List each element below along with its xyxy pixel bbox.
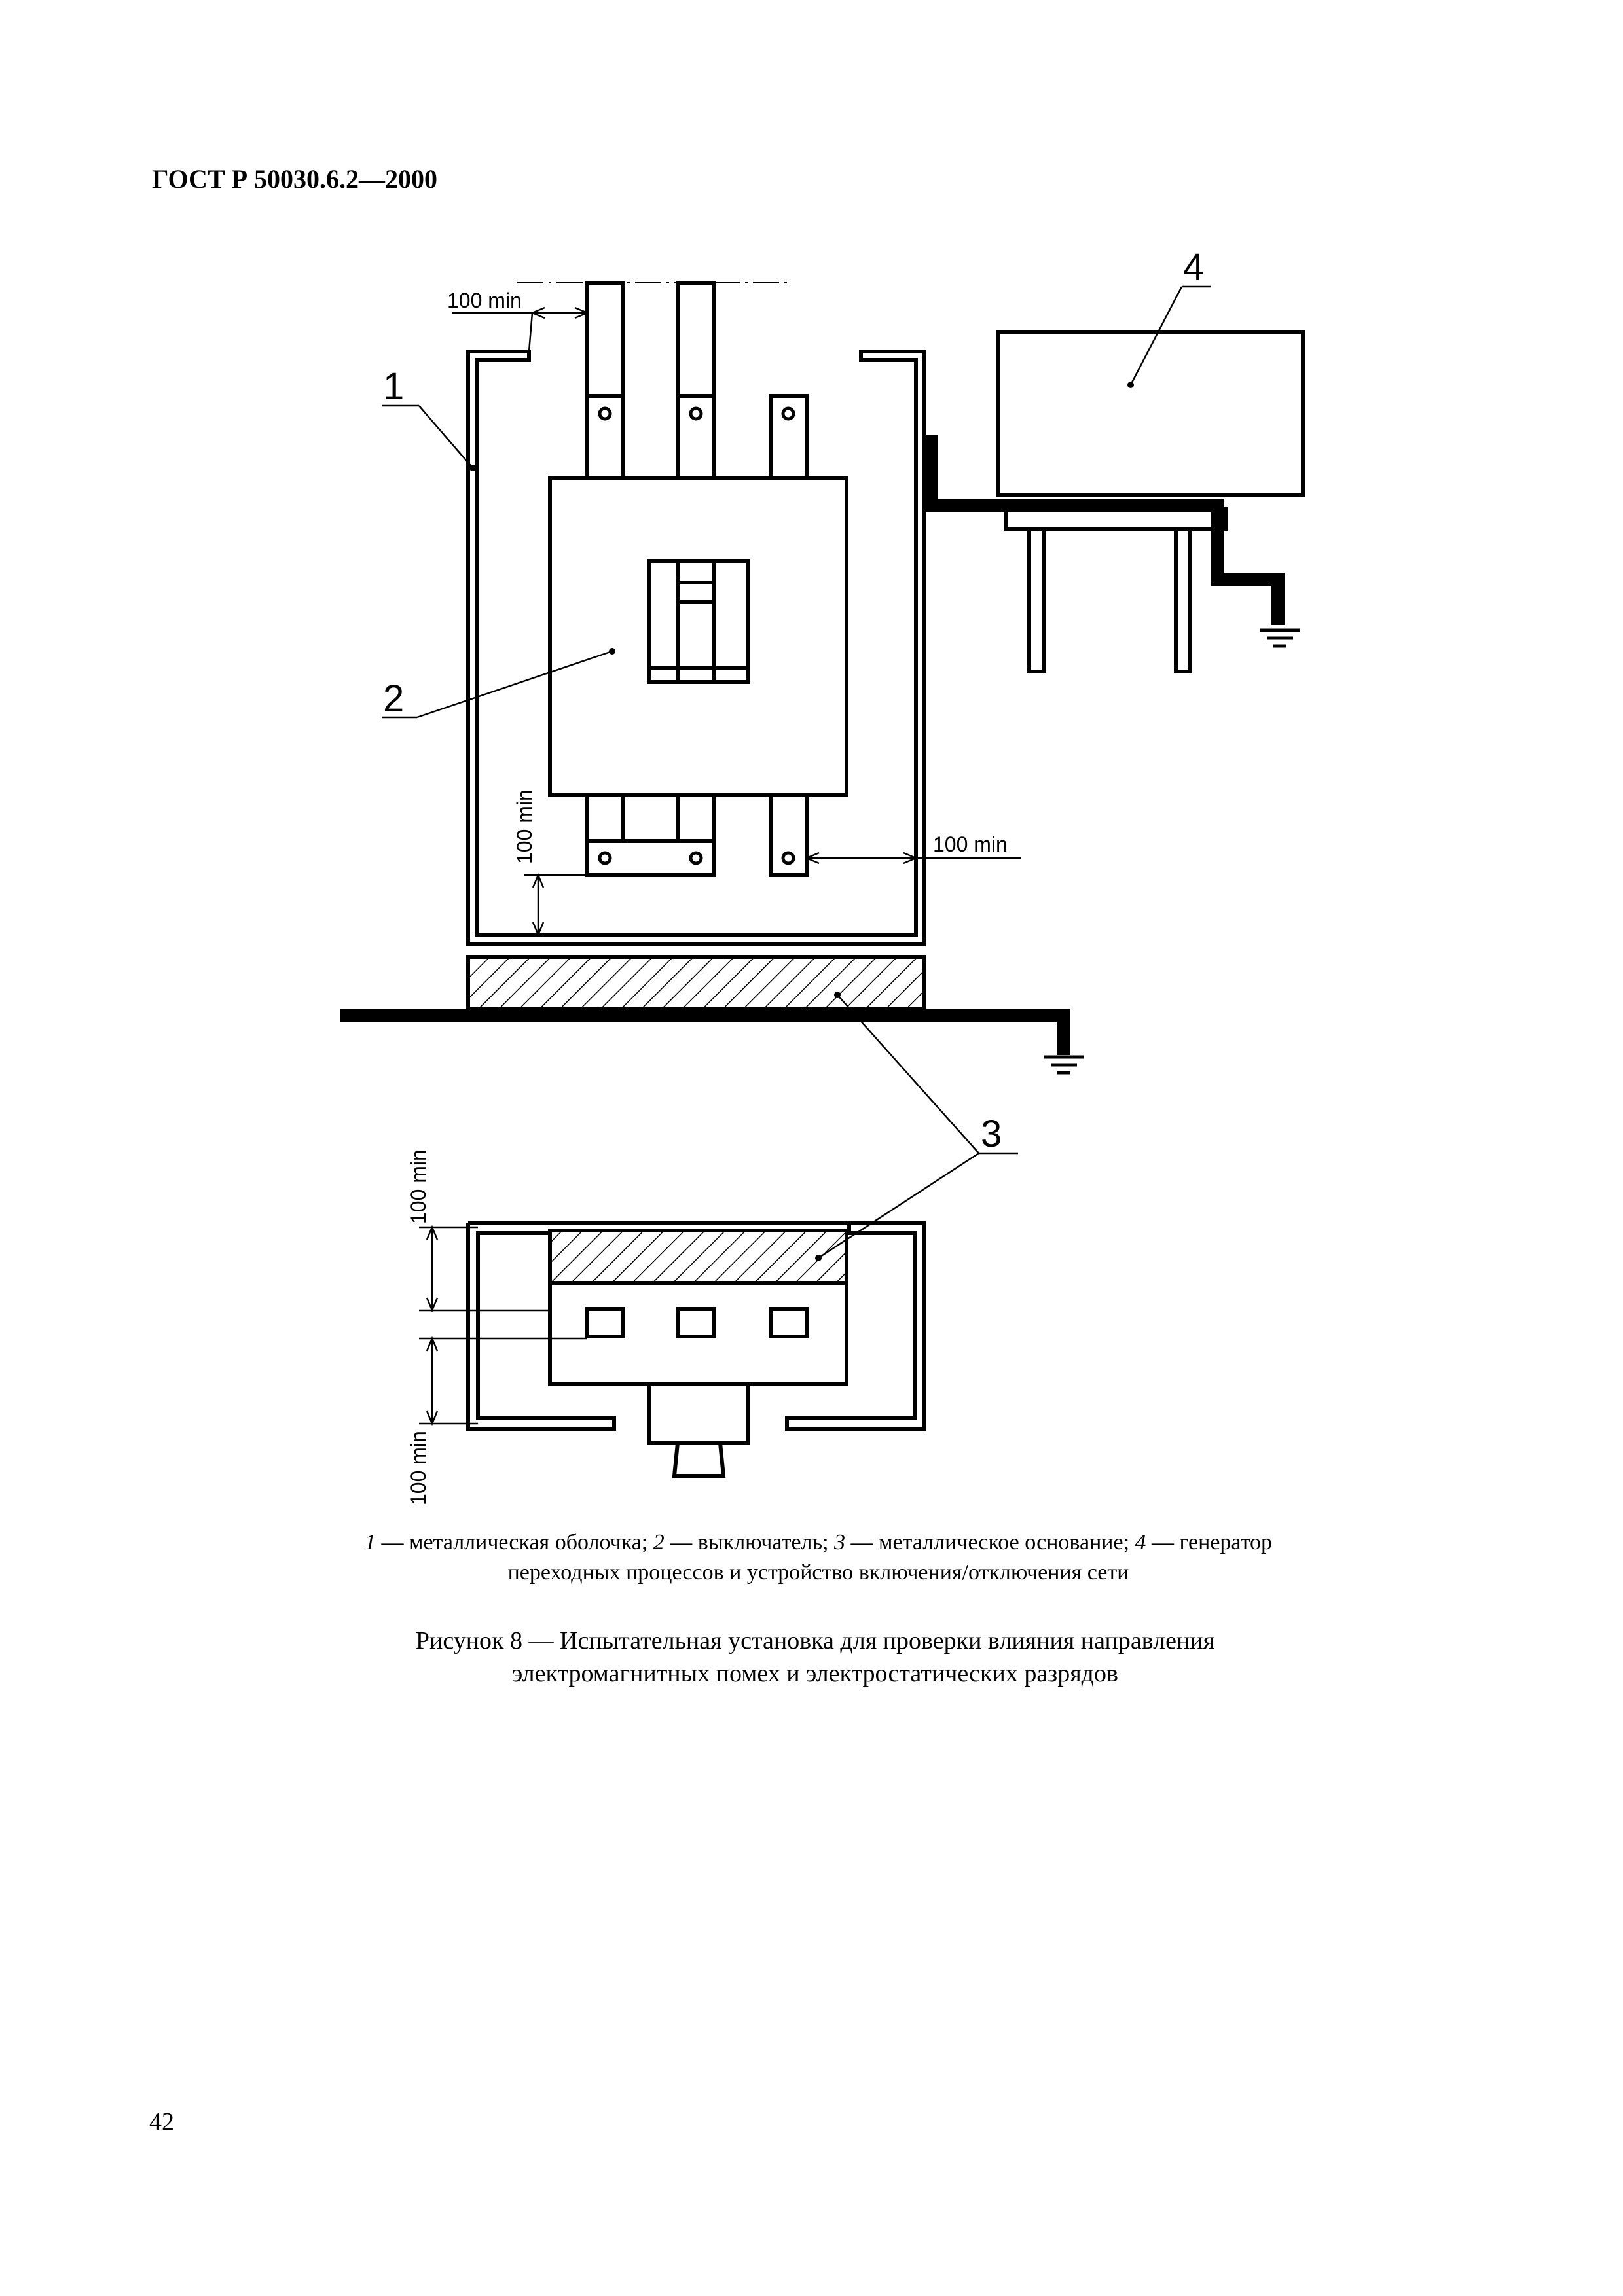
- ground-plane: [340, 1009, 1070, 1022]
- legend-num-3: 3: [833, 1530, 845, 1554]
- dim-plan-upper: 100 min: [407, 1149, 430, 1224]
- plan-base-hatched: [550, 1230, 847, 1283]
- figure-legend: 1 — металлическая оболочка; 2 — выключатель; 3 — металлическое основание; 4 — генератор переходных процессов и устройство включения/отключения сети: [364, 1530, 1273, 1585]
- label-4: 4: [1183, 246, 1205, 289]
- switch-handle: [678, 561, 714, 682]
- dim-right-horizontal: 100 min: [933, 833, 1008, 856]
- page-number: 42: [149, 2108, 174, 2136]
- switch-handle-frame: [649, 561, 748, 682]
- ground-symbol-generator: [1260, 630, 1300, 646]
- label-1: 1: [383, 365, 405, 408]
- plan-handle-block: [649, 1384, 748, 1443]
- dim-bottom-vertical: 100 min: [513, 789, 536, 864]
- upper-terminal-1: [587, 283, 623, 478]
- dim-plan-lower: 100 min: [407, 1431, 430, 1505]
- label-2: 2: [383, 677, 405, 720]
- generator-table-top: [1006, 509, 1226, 529]
- generator-box: [998, 332, 1303, 495]
- figure-caption: Рисунок 8 — Испытательная установка для проверки влияния направления электромагнитных помех и электростатических разрядов: [415, 1627, 1215, 1687]
- legend-num-2: 2: [653, 1530, 665, 1554]
- lower-terminal-bar: [587, 841, 714, 875]
- label-3: 3: [981, 1113, 1002, 1155]
- legend-num-4: 4: [1135, 1530, 1146, 1554]
- metal-base-hatched: [468, 957, 924, 1009]
- page-header: ГОСТ Р 50030.6.2—2000: [152, 164, 438, 194]
- switch-body: [550, 478, 847, 795]
- dim-top-left: 100 min: [447, 289, 522, 312]
- ground-symbol-main: [1044, 1057, 1084, 1073]
- upper-terminal-2: [678, 283, 714, 478]
- metal-enclosure: [468, 351, 924, 944]
- legend-num-1: 1: [364, 1530, 376, 1554]
